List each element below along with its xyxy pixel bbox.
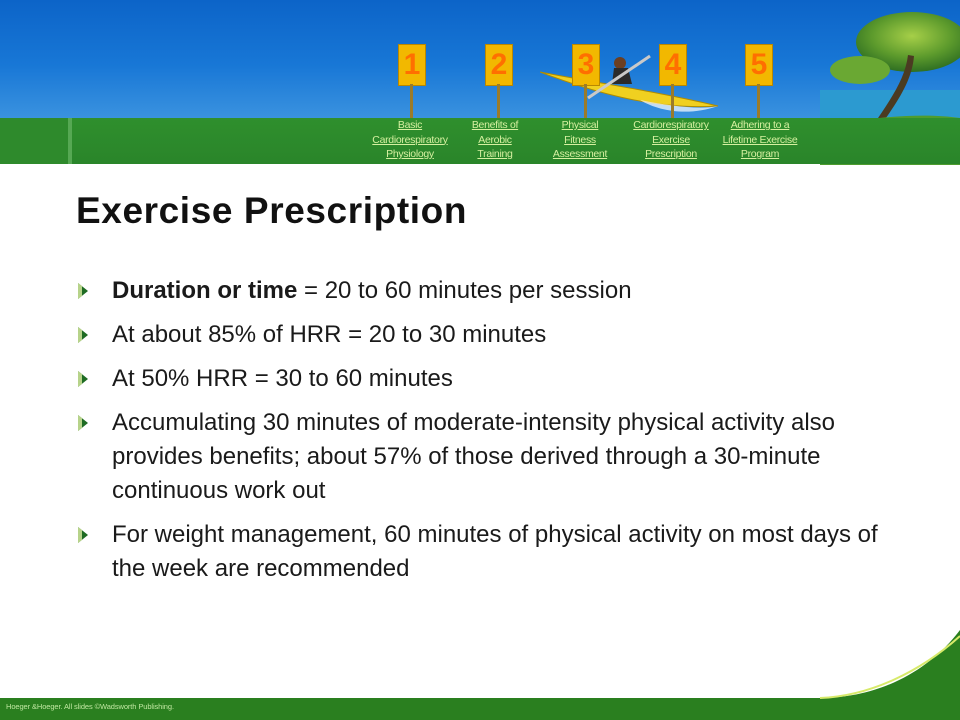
section-1-sign: 1 (398, 44, 426, 86)
header-banner (0, 0, 960, 118)
section-2-sign: 2 (485, 44, 513, 86)
triangle-bullet-icon (78, 527, 88, 543)
nav-link-benefits-aerobic[interactable] (450, 118, 540, 162)
slide-title: Exercise Prescription (76, 190, 468, 231)
bullet-text: = 20 to 60 minutes per session (297, 277, 632, 304)
bullet-text: At 50% HRR = 30 to 60 minutes (112, 365, 453, 392)
bullet-item (72, 518, 912, 586)
bullet-item (72, 406, 912, 508)
section-4-sign: 4 (659, 44, 687, 86)
bullet-text: At about 85% of HRR = 20 to 30 minutes (112, 321, 547, 348)
nav-link-fitness-assessment[interactable] (535, 118, 625, 162)
bullet-item (72, 274, 912, 308)
nav-link-lifetime-program[interactable] (715, 118, 805, 162)
triangle-bullet-icon (78, 415, 88, 431)
nav-link-line: Cardiorespiratory (372, 133, 448, 146)
nav-link-line: Cardiorespiratory (633, 119, 709, 131)
nav-link-exercise-prescription[interactable] (626, 118, 716, 162)
footer-copyright: Hoeger &Hoeger. All slides ©Wadsworth Publishing. (6, 702, 174, 711)
sign-post (671, 84, 674, 118)
nav-link-line: Physiology (386, 148, 434, 160)
bullet-bold-text: Duration or time (112, 277, 298, 304)
nav-link-line: Training (477, 148, 513, 160)
nav-link-line: Physical (561, 119, 599, 131)
bullet-list (72, 274, 912, 596)
nav-link-line: Lifetime Exercise (722, 133, 798, 146)
nav-strip-left-block (0, 118, 72, 164)
bullet-item (72, 362, 912, 396)
nav-link-line: Basic (397, 119, 423, 131)
sign-post (584, 84, 587, 118)
section-5-sign: 5 (745, 44, 773, 86)
nav-link-basic-physiology[interactable] (365, 118, 455, 162)
bullet-text: Accumulating 30 minutes of moderate-intensity physical activity also provides benefits; about 57% of those derived through a 30-minute continuous work out (112, 409, 835, 504)
nav-link-line: Adhering to a (730, 119, 790, 131)
kayaker-illustration (540, 50, 720, 120)
nav-link-line: Fitness (564, 133, 596, 146)
nav-link-line: Exercise (652, 133, 690, 146)
bullet-text: For weight management, 60 minutes of physical activity on most days of the week are recommended (112, 521, 878, 582)
triangle-bullet-icon (78, 327, 88, 343)
sign-post (410, 84, 413, 118)
nav-link-line: Program (740, 148, 780, 160)
nav-link-line: Benefits of (471, 119, 519, 131)
triangle-bullet-icon (78, 283, 88, 299)
nav-link-line: Prescription (645, 148, 697, 160)
sign-post (497, 84, 500, 118)
triangle-bullet-icon (78, 371, 88, 387)
bullet-item (72, 318, 912, 352)
nav-link-line: Assessment (552, 148, 608, 160)
sign-post (757, 84, 760, 118)
nav-link-line: Aerobic (478, 133, 512, 146)
section-3-sign: 3 (572, 44, 600, 86)
